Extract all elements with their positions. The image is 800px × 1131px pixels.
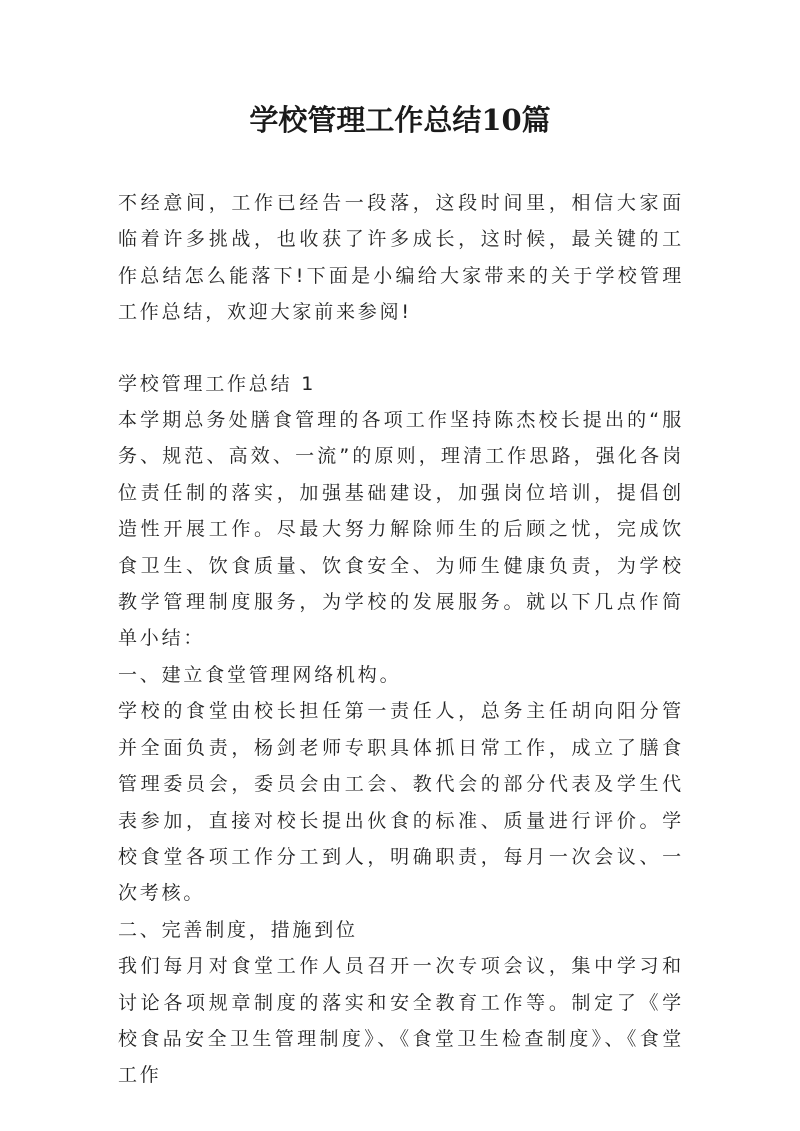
- section-heading: 学校管理工作总结 1: [118, 372, 317, 395]
- body-paragraph: 学校的食堂由校长担任第一责任人，总务主任胡向阳分管并全面负责，杨剑老师专职具体抓日常工作，成立了膳食管理委员会，委员会由工会、教代会的部分代表及学生代表参加，直接对校长提出伙食的标准、质量进行评价。学校食堂各项工作分工到人，明确职责，每月一次会议、一次考核。: [118, 700, 684, 905]
- body-paragraph: 我们每月对食堂工作人员召开一次专项会议，集中学习和讨论各项规章制度的落实和安全教育工作等。制定了《学校食品安全卫生管理制度》、《食堂卫生检查制度》、《食堂工作: [118, 955, 684, 1087]
- subsection-heading: 一、建立食堂管理网络机构。: [118, 663, 402, 686]
- subsection-heading: 二、完善制度，措施到位: [118, 918, 358, 941]
- document-title: 学校管理工作总结10篇: [249, 103, 551, 137]
- body-paragraph: 本学期总务处膳食管理的各项工作坚持陈杰校长提出的“服务、规范、高效、一流”的原则，理清工作思路，强化各岗位责任制的落实，加强基础建设，加强岗位培训，提倡创造性开展工作。尽最大努力解除师生的后顾之忧，完成饮食卫生、饮食质量、饮食安全、为师生健康负责，为学校教学管理制度服务，为学校的发展服务。就以下几点作简单小结：: [118, 409, 684, 650]
- intro-paragraph: 不经意间，工作已经告一段落，这段时间里，相信大家面临着许多挑战，也收获了许多成长，这时候，最关键的工作总结怎么能落下!下面是小编给大家带来的关于学校管理工作总结，欢迎大家前来参阅!: [118, 192, 684, 324]
- document-body: [118, 185, 684, 1094]
